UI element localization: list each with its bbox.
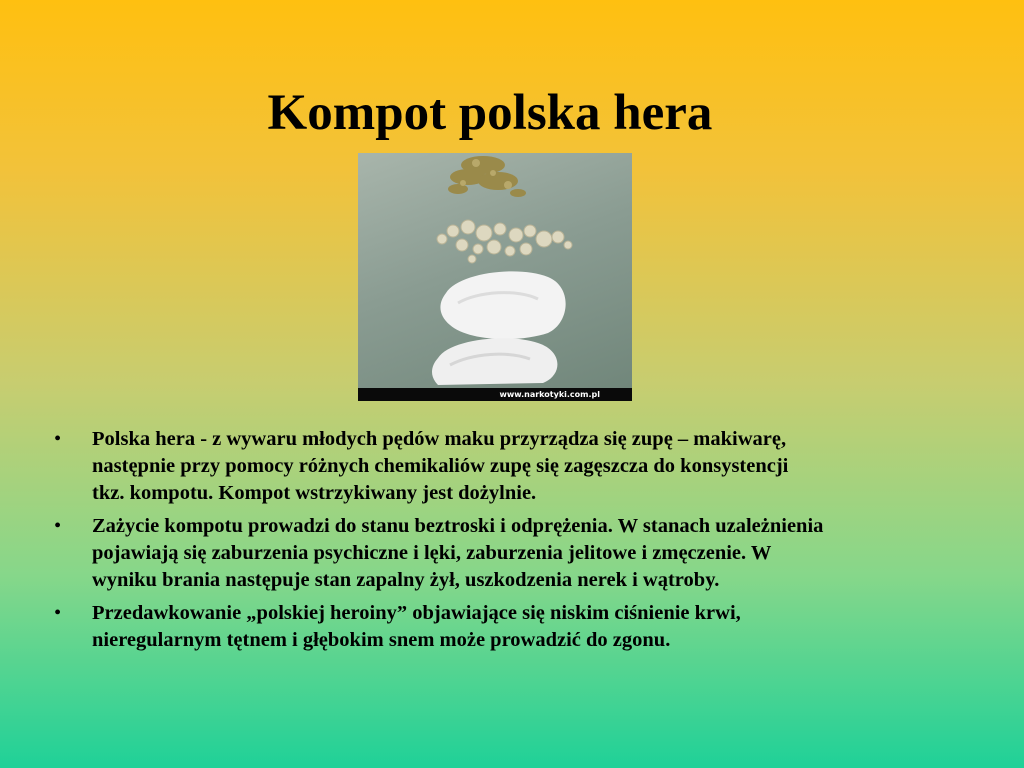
bullet-list xyxy=(54,426,824,660)
bullet-dot: • xyxy=(54,428,62,450)
bullet-item xyxy=(54,513,824,594)
drug-stages-illustration xyxy=(358,153,632,388)
bullet-text: Polska hera - z wywaru młodych pędów maku przyrządza się zupę – makiwarę, następnie przy pomocy różnych chemikaliów zupę się zagęszcza do konsystencji tkz. kompotu. Kompot wstrzykiwany jest dożylnie. xyxy=(92,428,789,504)
bullet-text: Zażycie kompotu prowadzi do stanu beztroski i odprężenia. W stanach uzależnienia pojawiają się zaburzenia psychiczne i lęki, zaburzenia jelitowe i zmęczenie. W wyniku brania następuje stan zapalny żył, uszkodzenia nerek i wątroby. xyxy=(92,515,824,591)
bullet-dot: • xyxy=(54,515,62,537)
image-source-caption: www.narkotyki.com.pl xyxy=(358,388,632,401)
bullet-item xyxy=(54,426,824,507)
bullet-dot: • xyxy=(54,602,62,624)
bullet-item xyxy=(54,600,824,654)
slide-title: Kompot polska hera xyxy=(267,85,713,141)
bullet-text: Przedawkowanie „polskiej heroiny” objawiające się niskim ciśnienie krwi, nieregularnym tętnem i głębokim snem może prowadzić do zgonu. xyxy=(92,602,741,651)
drug-stages-photo xyxy=(358,153,632,401)
